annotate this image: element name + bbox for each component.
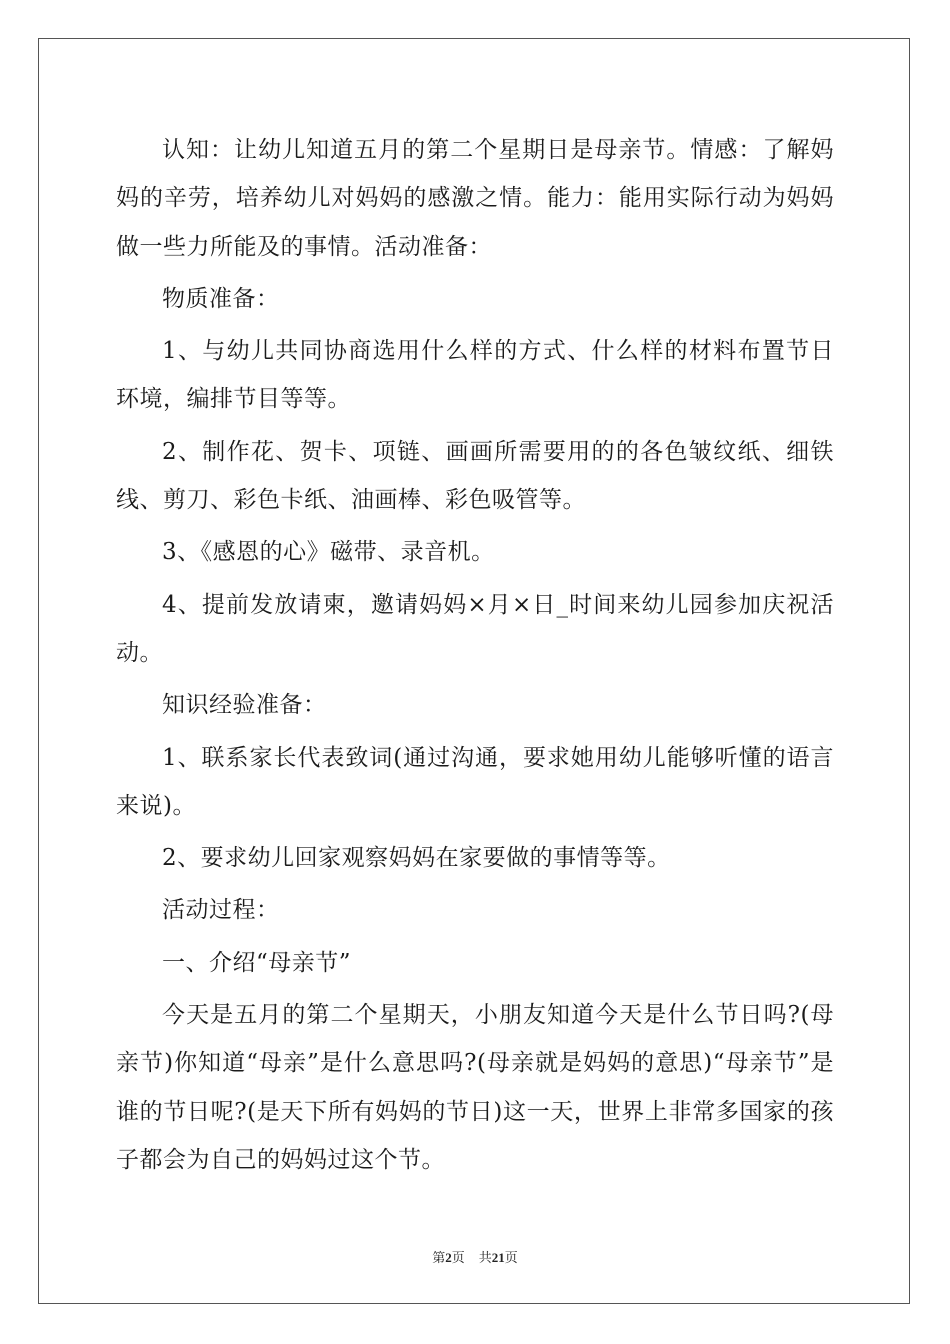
- paragraph-objectives: 认知：让幼儿知道五月的第二个星期日是母亲节。情感：了解妈妈的辛劳，培养幼儿对妈妈的感激之情。能力：能用实际行动为妈妈做一些力所能及的事情。活动准备：: [116, 137, 834, 260]
- paragraph-material-prep-heading: 物质准备：: [162, 285, 280, 312]
- paragraph-knowledge-item-2: 2、要求幼儿回家观察妈妈在家要做的事情等等。: [162, 845, 671, 872]
- paragraph-material-item-3: 3、《感恩的心》磁带、录音机。: [162, 539, 495, 566]
- paragraph-knowledge-item-1: 1、联系家长代表致词(通过沟通，要求她用幼儿能够听懂的语言来说)。: [116, 744, 834, 819]
- footer-page-suffix: 页: [451, 1250, 465, 1265]
- paragraph-material-item-1: 1、与幼儿共同协商选用什么样的方式、什么样的材料布置节日环境，编排节目等等。: [116, 338, 834, 413]
- paragraph-process-heading: 活动过程：: [162, 897, 280, 924]
- paragraph-section-1-title: 一、介绍“母亲节”: [162, 949, 352, 976]
- document-body: [116, 126, 834, 1188]
- footer-total-prefix: 共: [478, 1250, 492, 1265]
- page-footer: [0, 1247, 950, 1266]
- paragraph-material-item-4: 4、提前发放请柬，邀请妈妈×月×日_时间来幼儿园参加庆祝活动。: [116, 591, 834, 666]
- footer-page-prefix: 第: [432, 1250, 446, 1265]
- paragraph-knowledge-prep-heading: 知识经验准备：: [162, 692, 327, 719]
- footer-total-pages: 21: [491, 1250, 505, 1265]
- footer-total-suffix: 页: [504, 1250, 518, 1265]
- paragraph-material-item-2: 2、制作花、贺卡、项链、画画所需要用的的各色皱纹纸、细铁线、剪刀、彩色卡纸、油画棒、彩色吸管等。: [116, 438, 834, 514]
- paragraph-section-1-body: 今天是五月的第二个星期天，小朋友知道今天是什么节日吗?(母亲节)你知道“母亲”是什么意思吗?(母亲就是妈妈的意思)“母亲节”是谁的节日呢?(是天下所有妈妈的节日)这一天，世界上非常多国家的孩子都会为自己的妈妈过这个节。: [116, 1002, 834, 1173]
- footer-page-number: 2: [445, 1250, 452, 1265]
